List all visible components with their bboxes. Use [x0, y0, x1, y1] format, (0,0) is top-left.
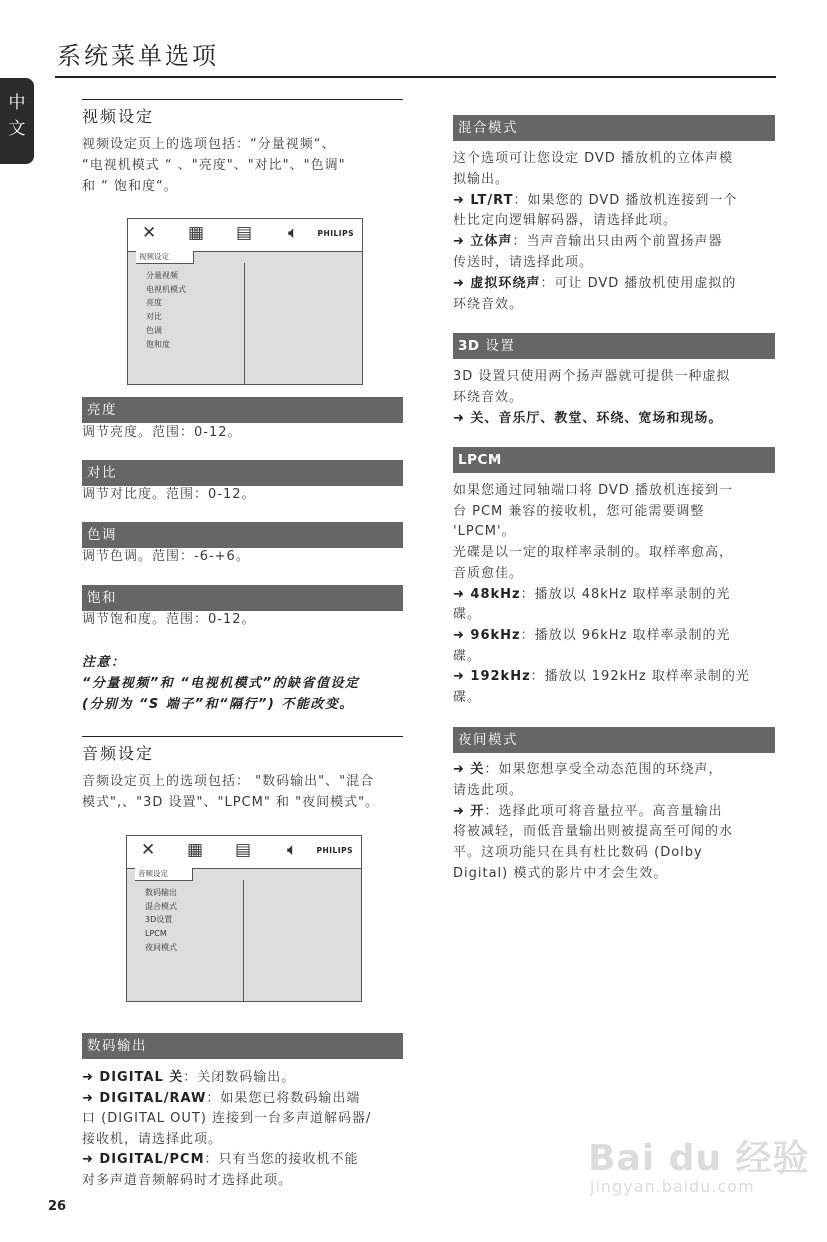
video-intro: [82, 134, 403, 197]
option-text: Digital) 模式的影片中才会生效。: [453, 865, 668, 881]
option-text: 口 (DIGITAL OUT) 连接到一台多声道解码器/: [82, 1111, 372, 1126]
menu-items: [145, 886, 177, 955]
speaker-icon: 🔈︎: [287, 840, 298, 860]
setting-desc: 调节亮度。范围：0-12。: [82, 425, 242, 440]
arrow-right-icon: ➜: [453, 234, 471, 250]
option-term: 虚拟环绕声: [470, 275, 541, 291]
arrow-right-icon: ➜: [82, 1070, 100, 1085]
option-text: ：选择此项可将音量拉平。高音量输出: [484, 803, 723, 819]
setting-desc: 调节对比度。范围：0-12。: [82, 487, 256, 502]
digital-output-options: [82, 1068, 403, 1191]
note-line: (分别为 “S 端子”和“隔行”) 不能改变。: [82, 697, 354, 712]
menu-item: 分量视频: [146, 271, 178, 280]
option-text: ：如果您的 DVD 播放机连接到一个: [513, 192, 738, 208]
audio-intro: [82, 771, 403, 813]
page-number: 26: [48, 1199, 67, 1214]
intro-line: 拟输出。: [453, 171, 510, 187]
option-text: ：只有当您的接收机不能: [204, 1152, 359, 1167]
grid-icon: ▦: [188, 223, 205, 243]
option-text: 碟。: [453, 607, 482, 623]
option-term: 关: [470, 762, 485, 777]
option-term: 48kHz: [470, 586, 521, 602]
arrow-right-icon: ➜: [453, 192, 471, 208]
option-term: 96kHz: [470, 627, 521, 643]
title-rule: [55, 76, 776, 78]
night-mode-content: [453, 760, 775, 885]
audio-section-title: 音频设定: [82, 744, 155, 763]
video-section-rule: [82, 99, 403, 100]
menu-item: 数码输出: [145, 888, 177, 897]
setting-bar-hue: 色调: [82, 522, 403, 548]
grid-icon: ▦: [187, 840, 204, 860]
menu-items: [146, 269, 186, 351]
setting-desc: 调节色调。范围：-6-+6。: [82, 549, 250, 564]
tools-icon: ✕: [142, 223, 157, 243]
brand-logo: PHILIPS: [316, 846, 353, 855]
option-text: ：当声音输出只由两个前置扬声器: [512, 234, 723, 250]
option-text: ：播放以 192kHz 取样率录制的光: [530, 669, 750, 685]
arrow-right-icon: ➜: [453, 762, 471, 777]
brand-logo: PHILIPS: [317, 229, 354, 238]
intro-line: 这个选项可让您设定 DVD 播放机的立体声模: [453, 151, 733, 166]
option-text: ：可让 DVD 播放机使用虚拟的: [540, 275, 737, 291]
option-term: DIGITAL/RAW: [99, 1090, 207, 1106]
arrow-right-icon: ➜: [82, 1152, 100, 1167]
tv-icon: ▤: [235, 840, 252, 860]
arrow-right-icon: ➜: [453, 411, 471, 426]
intro-line: “电视机模式 “ 、"亮度"、"对比"、"色调": [82, 158, 346, 173]
option-text: ：如果您想享受全动态范围的环绕声，: [484, 762, 723, 777]
intro-line: 环绕音效。: [453, 390, 524, 405]
lpcm-content: [453, 481, 775, 709]
option-term: 开: [470, 803, 485, 819]
option-text: 请选此项。: [453, 782, 524, 798]
menu-item: 饱和度: [146, 339, 170, 349]
menu-item: 电视机模式: [146, 284, 186, 294]
bar-label-bold: 3D: [458, 338, 480, 354]
option-text: 传送时，请选择此项。: [453, 254, 594, 270]
mix-mode-content: [453, 149, 775, 315]
menu-item: 混合模式: [145, 901, 177, 911]
menu-tab: 音频设定: [135, 868, 193, 881]
option-term: 192kHz: [470, 669, 531, 685]
intro-line: 台 PCM 兼容的接收机，您可能需要调整: [453, 503, 705, 519]
tools-icon: ✕: [141, 840, 156, 860]
menu-item: 3D设置: [145, 915, 173, 925]
option-text: 碟。: [453, 690, 482, 706]
option-text: 对多声道音频解码时才选择此项。: [82, 1172, 293, 1188]
language-tab: [0, 78, 34, 164]
intro-line: 视频设定页上的选项包括：“分量视频“、: [82, 137, 336, 152]
menu-divider: [243, 880, 244, 1001]
option-text: 接收机，请选择此项。: [82, 1131, 223, 1147]
menu-icon-bar: [128, 219, 362, 252]
setting-bar-night-mode: 夜间模式: [453, 727, 775, 753]
intro-line: 音频设定页上的选项包括： "数码输出"、"混合: [82, 774, 375, 789]
arrow-right-icon: ➜: [453, 627, 471, 643]
menu-divider: [244, 263, 245, 384]
page-title: 系统菜单选项: [57, 42, 219, 70]
arrow-right-icon: ➜: [453, 586, 471, 602]
watermark-logo: Bai du 经验: [588, 1138, 810, 1179]
option-term: DIGITAL/PCM: [99, 1152, 205, 1167]
arrow-right-icon: ➜: [453, 275, 471, 291]
option-text: ：播放以 48kHz 取样率录制的光: [520, 586, 731, 602]
audio-menu-screenshot: [126, 835, 362, 1002]
option-text: ：关闭数码输出。: [183, 1070, 296, 1085]
intro-line: 音质愈佳。: [453, 565, 524, 581]
menu-item: 夜间模式: [145, 942, 177, 952]
setting-bar-mix-mode: 混合模式: [453, 115, 775, 141]
intro-line: 'LPCM'。: [453, 524, 516, 540]
option-text: ：如果您已将数码输出端: [206, 1090, 361, 1106]
bar-label-bold: LPCM: [458, 452, 502, 468]
menu-tab: 视频设定: [136, 251, 194, 264]
speaker-icon: 🔈︎: [288, 223, 299, 243]
setting-bar-digital-output: 数码输出: [82, 1033, 403, 1059]
three-d-content: [453, 366, 775, 429]
menu-icon-bar: [127, 836, 361, 869]
option-text: 将被减轻，而低音量输出则被提高至可闻的水: [453, 824, 734, 840]
option-text: ：播放以 96kHz 取样率录制的光: [520, 627, 731, 643]
setting-bar-contrast: 对比: [82, 460, 403, 486]
menu-item: 对比: [146, 312, 162, 322]
tv-icon: ▤: [236, 223, 253, 243]
menu-item: LPCM: [145, 929, 167, 939]
intro-line: 模式",、"3D 设置"、"LPCM" 和 "夜间模式"。: [82, 795, 380, 810]
intro-line: 光碟是以一定的取样率录制的。取样率愈高，: [453, 545, 734, 561]
option-term: 立体声: [470, 234, 513, 250]
intro-line: 和 “ 饱和度“。: [82, 179, 178, 194]
option-term: DIGITAL 关: [99, 1070, 184, 1085]
note-title: 注意：: [82, 655, 126, 670]
video-section-title: 视频设定: [82, 107, 155, 126]
setting-bar-lpcm: [453, 447, 775, 473]
video-menu-screenshot: [127, 218, 363, 385]
option-text: 平。这项功能只在具有杜比数码 (Dolby: [453, 845, 703, 861]
setting-bar-brightness: 亮度: [82, 397, 403, 423]
option-text: 碟。: [453, 648, 482, 664]
option-term: 关、音乐厅、教堂、环绕、宽场和现场。: [470, 411, 723, 426]
menu-item: 色调: [146, 325, 162, 335]
option-term: LT/RT: [470, 192, 514, 208]
arrow-right-icon: ➜: [82, 1090, 100, 1106]
setting-bar-saturation: 饱和: [82, 585, 403, 611]
note-line: “分量视频”和 “电视机模式”的缺省值设定: [82, 676, 360, 691]
arrow-right-icon: ➜: [453, 669, 471, 685]
watermark-url: jingyan.baidu.com: [590, 1177, 755, 1196]
intro-line: 3D 设置只使用两个扬声器就可提供一种虚拟: [453, 369, 731, 384]
setting-bar-3d: [453, 333, 775, 359]
video-note: [82, 652, 403, 715]
arrow-right-icon: ➜: [453, 803, 471, 819]
option-text: 环绕音效。: [453, 296, 524, 312]
language-tab-char: 中: [8, 93, 26, 113]
menu-item: 亮度: [146, 298, 162, 308]
audio-section-rule: [82, 736, 403, 737]
setting-desc: 调节饱和度。范围：0-12。: [82, 612, 256, 627]
option-text: 杜比定向逻辑解码器，请选择此项。: [453, 213, 678, 229]
intro-line: 如果您通过同轴端口将 DVD 播放机连接到一: [453, 483, 733, 498]
bar-label: 设置: [479, 338, 516, 354]
language-tab-char: 文: [8, 119, 26, 139]
